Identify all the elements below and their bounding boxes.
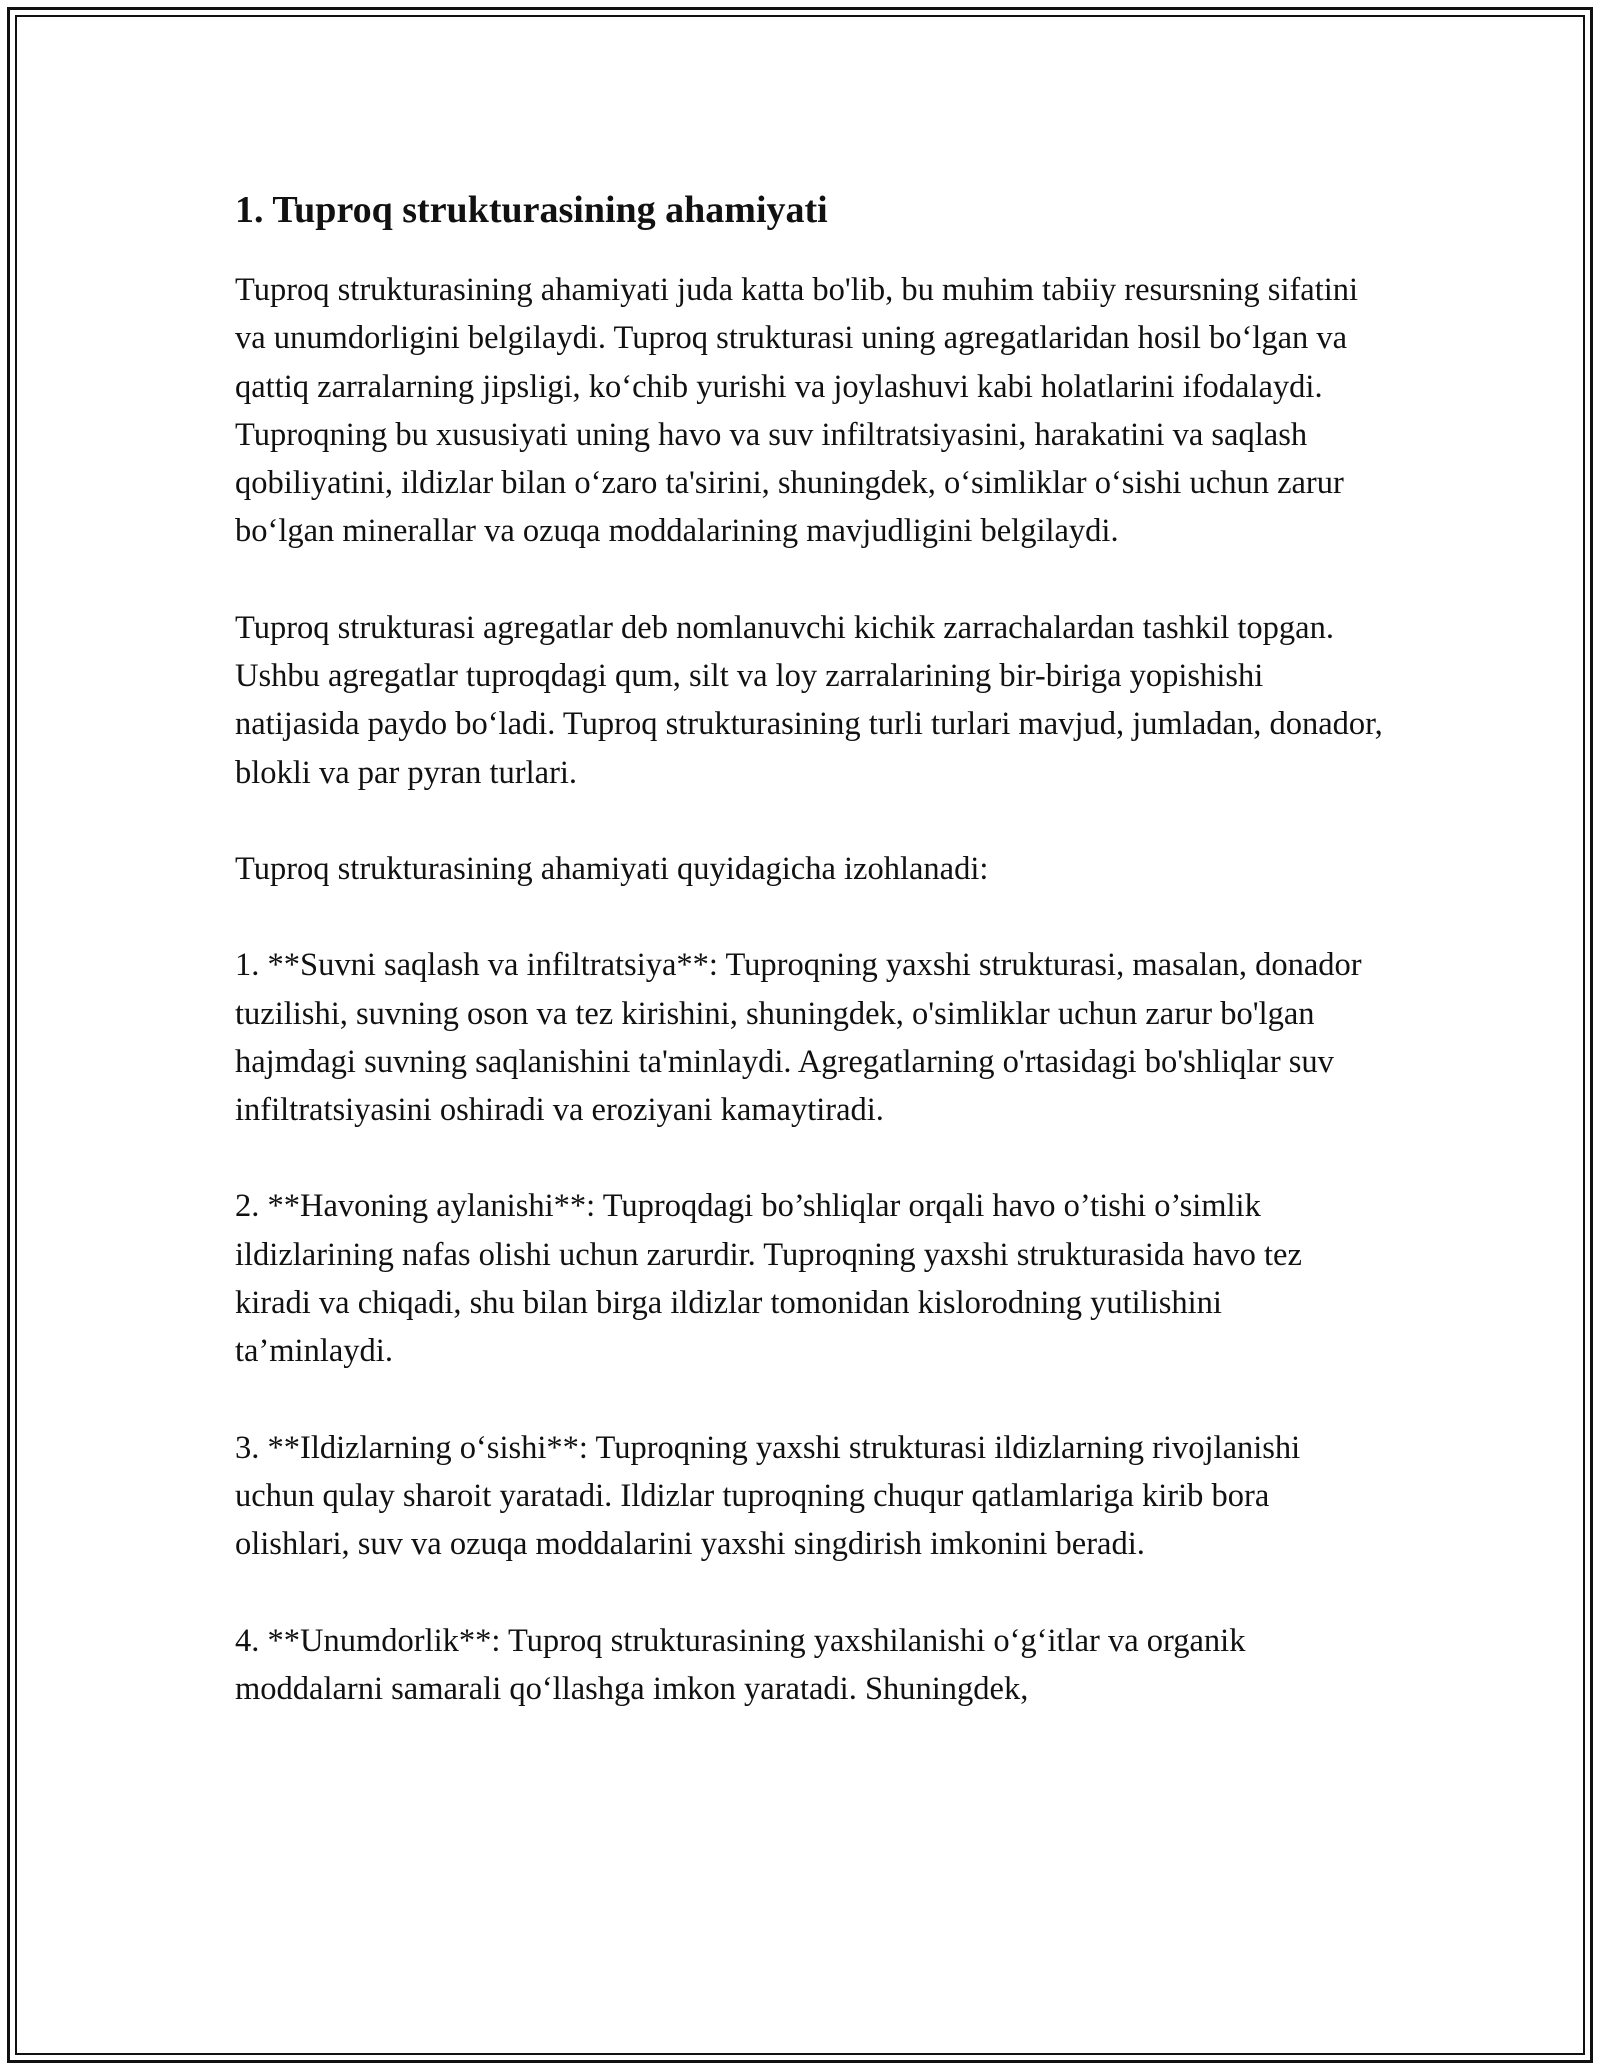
list-item-water-retention: 1. **Suvni saqlash va infiltratsiya**: Tuproqning yaxshi strukturasi, masalan, donador tuzilishi, suvning oson va tez kirishini, shuningdek, o'simliklar uchun zarur bo'lgan hajmdagi suvning saqlanishini ta'minlaydi. Agregatlarning o'rtasidagi bo'shliqlar suv infiltratsiyasini oshiradi va eroziyani kamaytiradi. (235, 947, 1362, 1129)
list-item-fertility: 4. **Unumdorlik**: Tuproq strukturasining yaxshilanishi o‘g‘itlar va organik moddalarni samarali qo‘llashga imkon yaratadi. Shuningdek, (235, 1622, 1246, 1707)
paragraph-aggregates: Tuproq strukturasi agregatlar deb nomlanuvchi kichik zarrachalardan tashkil topgan. Ushbu agregatlar tuproqdagi qum, silt va loy zarralarining bir-biriga yopishishi natijasida paydo bo‘ladi. Tuproq strukturasining turli turlari mavjud, jumladan, donador, blokli va par pyran turlari. (235, 609, 1383, 791)
section-heading: 1. Tuproq strukturasining ahamiyati (235, 189, 828, 231)
list-item-root-growth: 3. **Ildizlarning o‘sishi**: Tuproqning yaxshi strukturasi ildizlarning rivojlanishi uchun qulay sharoit yaratadi. Ildizlar tuproqning chuqur qatlamlariga kirib bora olishlari, suv va ozuqa moddalarini yaxshi singdirish imkonini beradi. (235, 1429, 1301, 1563)
paragraph-intro: Tuproq strukturasining ahamiyati juda katta bo'lib, bu muhim tabiiy resursning sifatini va unumdorligini belgilaydi. Tuproq strukturasi uning agregatlaridan hosil bo‘lgan va qattiq zarralarning jipsligi, ko‘chib yurishi va joylashuvi kabi holatlarini ifodalaydi. Tuproqning bu xususiyati uning havo va suv infiltratsiyasini, harakatini va saqlash qobiliyatini, ildizlar bilan o‘zaro ta'sirini, shuningdek, o‘simliklar o‘sishi uchun zarur bo‘lgan minerallar va ozuqa moddalarining mavjudligini belgilaydi. (235, 272, 1359, 550)
list-item-air-circulation: 2. **Havoning aylanishi**: Tuproqdagi bo’shliqlar orqali havo o’tishi o’simlik ildizlarining nafas olishi uchun zarurdir. Tuproqning yaxshi strukturasida havo tez kiradi va chiqadi, shu bilan birga ildizlar tomonidan kislorodning yutilishini ta’minlaydi. (235, 1188, 1302, 1370)
document-body (235, 186, 1385, 1761)
paragraph-explanation-lead: Tuproq strukturasining ahamiyati quyidagicha izohlanadi: (235, 850, 989, 887)
